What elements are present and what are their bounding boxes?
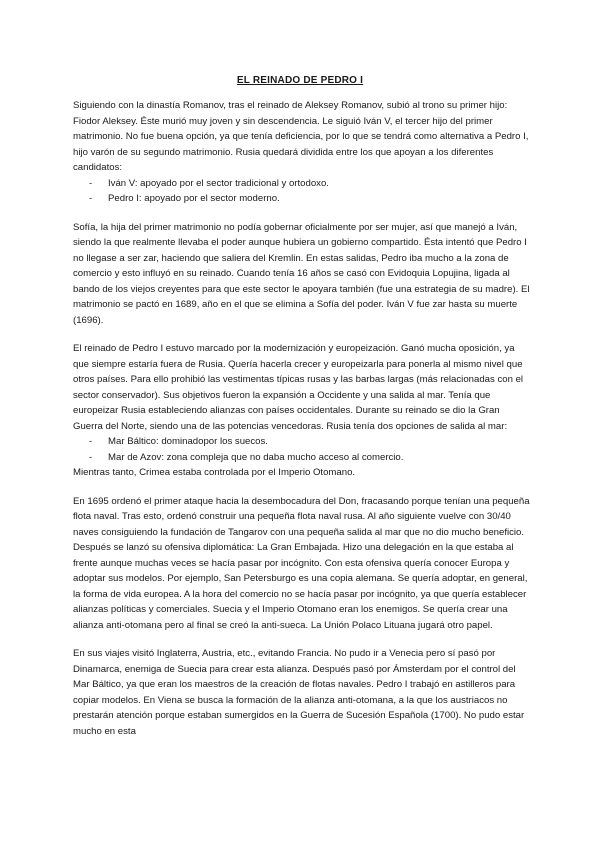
candidates-list	[73, 176, 531, 207]
list-item: - Pedro I: apoyado por el sector moderno.	[89, 191, 531, 207]
paragraph-2: Sofía, la hija del primer matrimonio no podía gobernar oficialmente por ser mujer, así que manejó a Iván, siendo la que realmente llevaba el poder aunque hubiera un gobierno compartido. Ésta intentó que Pedro I no llegase a ser zar, haciendo que saliera del Kremlin. En estas salidas, Pedro iba mucho a la zona de comercio y esto influyó en su reinado. Cuando tenía 16 años se casó con Evidoquia Lopujina, ligada al bando de los viejos creyentes para que este sector le apoyara también (fue una estrategia de su madre). El matrimonio se pactó en 1689, año en el que se elimina a Sofía del poder. Iván V fue zar hasta su muerte (1696).	[73, 221, 530, 326]
paragraph-5: En sus viajes visitó Inglaterra, Austria, etc., evitando Francia. No pudo ir a Venecia pero sí pasó por Dinamarca, enemiga de Suecia para crear esta alianza. Después pasó por Ámsterdam por el control del Mar Báltico, ya que eran los maestros de la creación de flotas navales. Pedro I trabajó en astilleros para copiar modelos. En Viena se busca la formación de la alianza anti-otomana, a la que los austriacos no prestarán atención porque estaban sumergidos en la Guerra de Sucesión Española (1700). No pudo estar mucho en esta	[73, 648, 525, 737]
document-body	[73, 98, 531, 752]
list-item: - Iván V: apoyado por el sector tradicional y ortodoxo.	[89, 176, 531, 192]
page-title: EL REINADO DE PEDRO I	[236, 75, 364, 86]
paragraph-4: En 1695 ordenó el primer ataque hacia la desembocadura del Don, fracasando porque tenían una pequeña flota naval. Tras esto, ordenó construir una pequeña flota naval rusa. Al año siguiente vuelve con 30/40 naves consiguiendo la fundación de Tangarov con una pequeña salida al mar que no dio mucho beneficio. Después se lanzó su ofensiva diplomática: La Gran Embajada. Hizo una delegación en la que estaba al frente aunque muchas veces se hacía pasar por incógnito. Con esta ofensiva quería conocer Europa y adoptar sus modelos. Por ejemplo, San Petersburgo es una copia alemana. Se quería adoptar, en general, la forma de vida europea. A la hora del comercio no se hacía pasar por incógnito, ya que quería establecer alianzas políticas y comerciales. Suecia y el Imperio Otomano eran los enemigos. Se quería crear una alianza anti-otomana pero al final se creó la anti-sueca. La Unión Polaco Lituana jugará otro papel.	[73, 495, 530, 631]
list-item: - Mar Báltico: dominadopor los suecos.	[89, 434, 531, 450]
sea-outlets-list	[73, 434, 531, 465]
list-item: - Mar de Azov: zona compleja que no daba mucho acceso al comercio.	[89, 450, 531, 466]
paragraph-1: Siguiendo con la dinastía Romanov, tras el reinado de Aleksey Romanov, subió al trono su primer hijo: Fiodor Aleksey. Éste murió muy joven y sin descendencia. Le siguió Iván V, el tercer hijo del primer matrimonio. No fue buena opción, ya que tenía deficiencia, por lo que se tendrá como alternativa a Pedro I, hijo varón de su segundo matrimonio. Rusia quedará dividida entre los que apoyan a los diferentes candidatos:	[73, 100, 529, 173]
paragraph-3: El reinado de Pedro I estuvo marcado por la modernización y europeización. Ganó mucha oposición, ya que siempre estaría fuera de Rusia. Quería hacerla crecer y europeizarla para ponerla al mismo nivel que otros países. Para ello prohibió las vestimentas típicas rusas y las barbas largas (más relacionadas con el sector conservador). Sus objetivos fueron la expansión a Occidente y una salida al mar. Tenía que europeizar Rusia estableciendo alianzas con países occidentales. Durante su reinado se dio la Gran Guerra del Norte, siendo una de las potencias vencedoras. Rusia tenía dos opciones de salida al mar:	[73, 343, 524, 432]
paragraph-3-closing: Mientras tanto, Crimea estaba controlada por el Imperio Otomano.	[73, 467, 356, 478]
